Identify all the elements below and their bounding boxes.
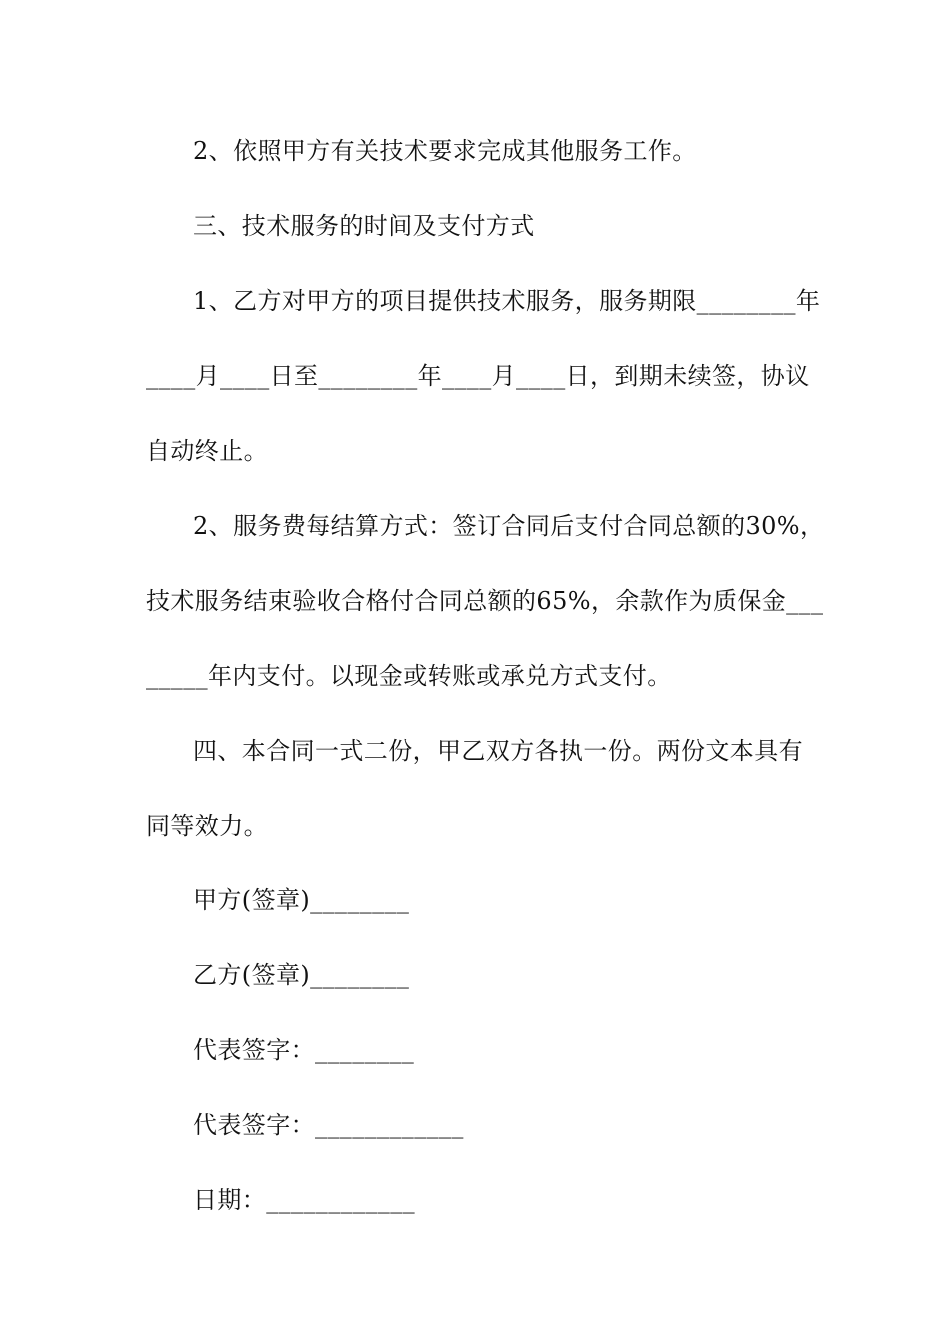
clause-2-payment-line-1: 2、服务费每结算方式：签订合同后支付合同总额的30%， — [193, 512, 825, 540]
representative-signature-1: 代表签字：________ — [193, 1036, 415, 1064]
clause-1-service-period-line-3: 自动终止。 — [146, 437, 268, 465]
representative-signature-2: 代表签字：____________ — [193, 1111, 464, 1139]
clause-1-service-period-line-1: 1、乙方对甲方的项目提供技术服务，服务期限________年 — [193, 287, 821, 315]
section-4-copies-line-1: 四、本合同一式二份，甲乙双方各执一份。两份文本具有 — [193, 737, 803, 765]
party-b-signature: 乙方(签章)________ — [193, 961, 410, 989]
section-3-heading: 三、技术服务的时间及支付方式 — [193, 212, 535, 240]
clause-2-other-services: 2、依照甲方有关技术要求完成其他服务工作。 — [193, 137, 697, 165]
clause-2-payment-line-2: 技术服务结束验收合格付合同总额的65%，余款作为质保金___ — [146, 587, 824, 615]
section-4-copies-line-2: 同等效力。 — [146, 812, 268, 840]
party-a-signature: 甲方(签章)________ — [193, 886, 410, 914]
clause-1-service-period-line-2: ____月____日至________年____月____日，到期未续签，协议 — [146, 362, 810, 390]
clause-2-payment-line-3: _____年内支付。以现金或转账或承兑方式支付。 — [146, 662, 672, 690]
signing-date: 日期：____________ — [193, 1186, 415, 1214]
